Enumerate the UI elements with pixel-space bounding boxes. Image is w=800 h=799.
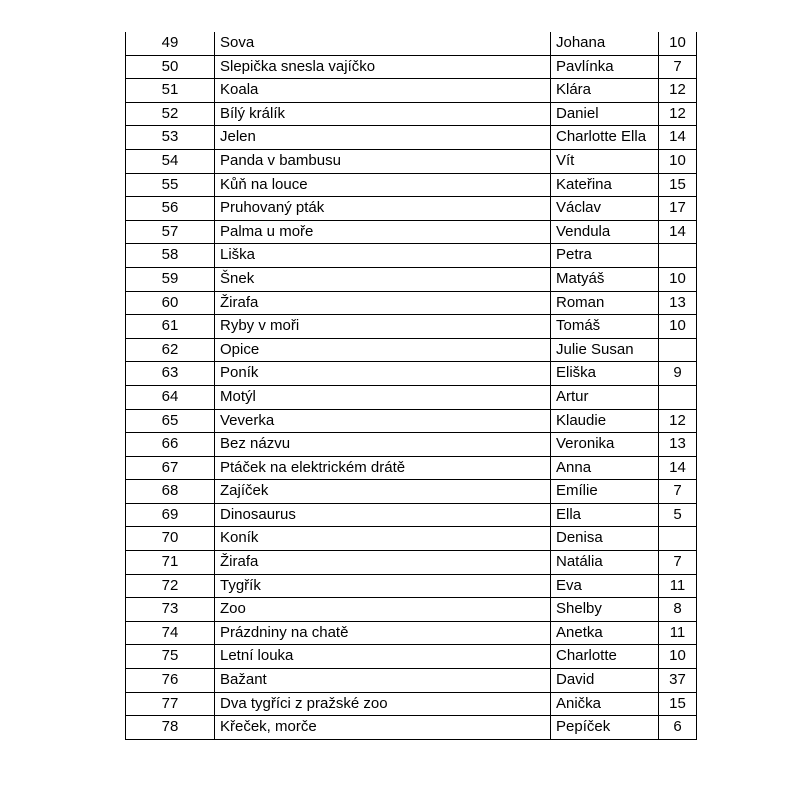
entry-author-cell: Johana xyxy=(551,32,659,55)
entry-score-cell xyxy=(659,244,697,268)
entry-score-cell: 11 xyxy=(659,574,697,598)
table-row xyxy=(126,173,697,197)
entry-number-cell: 56 xyxy=(126,197,215,221)
entry-number-cell: 61 xyxy=(126,315,215,339)
entry-number-cell: 76 xyxy=(126,669,215,693)
entry-title-cell: Panda v bambusu xyxy=(215,149,551,173)
entry-author-cell: Ella xyxy=(551,503,659,527)
table-row xyxy=(126,102,697,126)
entry-title-cell: Křeček, morče xyxy=(215,716,551,740)
entry-title-cell: Pruhovaný pták xyxy=(215,197,551,221)
entry-title-cell: Dva tygříci z pražské zoo xyxy=(215,692,551,716)
entry-number-cell: 55 xyxy=(126,173,215,197)
entry-author-cell: Charlotte xyxy=(551,645,659,669)
table-row xyxy=(126,621,697,645)
table-row xyxy=(126,692,697,716)
entry-author-cell: Charlotte Ella xyxy=(551,126,659,150)
entry-score-cell xyxy=(659,385,697,409)
entry-author-cell: Denisa xyxy=(551,527,659,551)
table-row xyxy=(126,291,697,315)
entry-number-cell: 68 xyxy=(126,480,215,504)
entry-number-cell: 66 xyxy=(126,433,215,457)
entry-score-cell: 10 xyxy=(659,149,697,173)
table-row xyxy=(126,267,697,291)
results-table xyxy=(125,32,697,740)
table-row xyxy=(126,503,697,527)
entry-title-cell: Koník xyxy=(215,527,551,551)
entry-title-cell: Zajíček xyxy=(215,480,551,504)
entry-title-cell: Ptáček na elektrickém drátě xyxy=(215,456,551,480)
entry-score-cell: 13 xyxy=(659,291,697,315)
table-row xyxy=(126,716,697,740)
entry-author-cell: Natália xyxy=(551,551,659,575)
entry-author-cell: Pepíček xyxy=(551,716,659,740)
entry-title-cell: Palma u moře xyxy=(215,220,551,244)
entry-score-cell: 10 xyxy=(659,315,697,339)
entry-title-cell: Letní louka xyxy=(215,645,551,669)
entry-title-cell: Veverka xyxy=(215,409,551,433)
entry-score-cell: 10 xyxy=(659,267,697,291)
table-row xyxy=(126,480,697,504)
entry-title-cell: Šnek xyxy=(215,267,551,291)
entry-author-cell: Vít xyxy=(551,149,659,173)
entry-number-cell: 59 xyxy=(126,267,215,291)
table-row xyxy=(126,126,697,150)
entry-score-cell: 10 xyxy=(659,32,697,55)
table-row xyxy=(126,32,697,55)
entry-number-cell: 74 xyxy=(126,621,215,645)
entry-author-cell: Eva xyxy=(551,574,659,598)
entry-author-cell: Matyáš xyxy=(551,267,659,291)
entry-author-cell: Daniel xyxy=(551,102,659,126)
table-row xyxy=(126,338,697,362)
entry-score-cell: 7 xyxy=(659,551,697,575)
entry-score-cell: 10 xyxy=(659,645,697,669)
table-row xyxy=(126,220,697,244)
table-row xyxy=(126,55,697,79)
entry-number-cell: 64 xyxy=(126,385,215,409)
entry-score-cell: 15 xyxy=(659,692,697,716)
table-row xyxy=(126,362,697,386)
entry-number-cell: 53 xyxy=(126,126,215,150)
entry-title-cell: Liška xyxy=(215,244,551,268)
entry-title-cell: Slepička snesla vajíčko xyxy=(215,55,551,79)
entry-title-cell: Bílý králík xyxy=(215,102,551,126)
table-row xyxy=(126,197,697,221)
entry-author-cell: Eliška xyxy=(551,362,659,386)
entry-author-cell: Petra xyxy=(551,244,659,268)
entry-title-cell: Zoo xyxy=(215,598,551,622)
entry-title-cell: Sova xyxy=(215,32,551,55)
entry-number-cell: 63 xyxy=(126,362,215,386)
entry-number-cell: 50 xyxy=(126,55,215,79)
entry-title-cell: Žirafa xyxy=(215,551,551,575)
entry-score-cell: 8 xyxy=(659,598,697,622)
table-row xyxy=(126,527,697,551)
entry-author-cell: Tomáš xyxy=(551,315,659,339)
entry-score-cell: 15 xyxy=(659,173,697,197)
entry-title-cell: Koala xyxy=(215,79,551,103)
table-row xyxy=(126,149,697,173)
entry-score-cell: 5 xyxy=(659,503,697,527)
entry-score-cell: 12 xyxy=(659,409,697,433)
entry-author-cell: Václav xyxy=(551,197,659,221)
entry-score-cell: 37 xyxy=(659,669,697,693)
entry-number-cell: 70 xyxy=(126,527,215,551)
entry-title-cell: Prázdniny na chatě xyxy=(215,621,551,645)
entry-title-cell: Jelen xyxy=(215,126,551,150)
entry-author-cell: David xyxy=(551,669,659,693)
entry-score-cell: 14 xyxy=(659,456,697,480)
entry-score-cell: 12 xyxy=(659,102,697,126)
table-row xyxy=(126,79,697,103)
entry-author-cell: Klára xyxy=(551,79,659,103)
entry-title-cell: Žirafa xyxy=(215,291,551,315)
entry-title-cell: Dinosaurus xyxy=(215,503,551,527)
table-row xyxy=(126,456,697,480)
table-row xyxy=(126,315,697,339)
results-table-body xyxy=(126,32,697,739)
entry-author-cell: Vendula xyxy=(551,220,659,244)
entry-score-cell: 9 xyxy=(659,362,697,386)
entry-author-cell: Emílie xyxy=(551,480,659,504)
table-row xyxy=(126,551,697,575)
entry-author-cell: Pavlínka xyxy=(551,55,659,79)
table-row xyxy=(126,669,697,693)
entry-score-cell: 13 xyxy=(659,433,697,457)
table-row xyxy=(126,409,697,433)
entry-title-cell: Ryby v moři xyxy=(215,315,551,339)
entry-title-cell: Bez názvu xyxy=(215,433,551,457)
entry-author-cell: Julie Susan xyxy=(551,338,659,362)
entry-number-cell: 58 xyxy=(126,244,215,268)
entry-score-cell: 17 xyxy=(659,197,697,221)
table-row xyxy=(126,574,697,598)
entry-author-cell: Anetka xyxy=(551,621,659,645)
entry-author-cell: Anna xyxy=(551,456,659,480)
entry-number-cell: 72 xyxy=(126,574,215,598)
entry-author-cell: Anička xyxy=(551,692,659,716)
entry-title-cell: Tygřík xyxy=(215,574,551,598)
entry-title-cell: Motýl xyxy=(215,385,551,409)
entry-number-cell: 52 xyxy=(126,102,215,126)
entry-number-cell: 77 xyxy=(126,692,215,716)
table-row xyxy=(126,645,697,669)
entry-author-cell: Roman xyxy=(551,291,659,315)
entry-score-cell: 7 xyxy=(659,55,697,79)
entry-number-cell: 78 xyxy=(126,716,215,740)
entry-number-cell: 49 xyxy=(126,32,215,55)
table-row xyxy=(126,433,697,457)
entry-score-cell: 7 xyxy=(659,480,697,504)
table-row xyxy=(126,598,697,622)
entry-score-cell xyxy=(659,527,697,551)
entry-author-cell: Klaudie xyxy=(551,409,659,433)
entry-score-cell xyxy=(659,338,697,362)
entry-number-cell: 57 xyxy=(126,220,215,244)
entry-author-cell: Veronika xyxy=(551,433,659,457)
entry-score-cell: 14 xyxy=(659,220,697,244)
table-row xyxy=(126,385,697,409)
entry-number-cell: 71 xyxy=(126,551,215,575)
entry-number-cell: 75 xyxy=(126,645,215,669)
table-row xyxy=(126,244,697,268)
entry-score-cell: 14 xyxy=(659,126,697,150)
entry-number-cell: 69 xyxy=(126,503,215,527)
entry-author-cell: Kateřina xyxy=(551,173,659,197)
entry-score-cell: 11 xyxy=(659,621,697,645)
entry-title-cell: Kůň na louce xyxy=(215,173,551,197)
entry-title-cell: Bažant xyxy=(215,669,551,693)
entry-number-cell: 65 xyxy=(126,409,215,433)
entry-score-cell: 12 xyxy=(659,79,697,103)
entry-number-cell: 51 xyxy=(126,79,215,103)
entry-score-cell: 6 xyxy=(659,716,697,740)
entry-title-cell: Opice xyxy=(215,338,551,362)
entry-number-cell: 62 xyxy=(126,338,215,362)
entry-number-cell: 67 xyxy=(126,456,215,480)
entry-number-cell: 73 xyxy=(126,598,215,622)
entry-number-cell: 54 xyxy=(126,149,215,173)
entry-author-cell: Shelby xyxy=(551,598,659,622)
entry-number-cell: 60 xyxy=(126,291,215,315)
entry-title-cell: Poník xyxy=(215,362,551,386)
entry-author-cell: Artur xyxy=(551,385,659,409)
